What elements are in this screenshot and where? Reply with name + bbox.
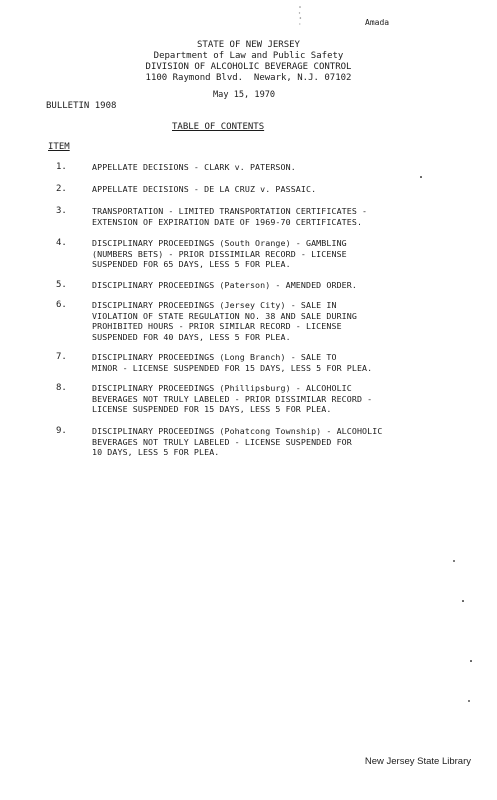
bulletin-date: May 15, 1970	[213, 90, 276, 100]
header-division: DIVISION OF ALCOHOLIC BEVERAGE CONTROL	[145, 62, 352, 72]
item-description: DISCIPLINARY PROCEEDINGS (Jersey City) - SALE IN VIOLATION OF STATE REGULATION NO. 38 AND SALE DURING PROHIBITED HOURS - PRIOR SIMILAR RECORD - LICENSE SUSPENDED FOR 40 DAYS, LESS 5 FOR PLEA.	[92, 300, 357, 342]
header-state: STATE OF NEW JERSEY	[197, 40, 300, 50]
toc-title: TABLE OF CONTENTS	[172, 122, 265, 132]
scan-speck	[453, 560, 455, 562]
scan-speck	[468, 700, 470, 702]
item-number: 1.	[56, 162, 67, 172]
bulletin-number: BULLETIN 1908	[46, 101, 117, 111]
item-number: 8.	[56, 383, 67, 393]
item-number: 4.	[56, 238, 67, 248]
item-number: 3.	[56, 206, 67, 216]
item-description: APPELLATE DECISIONS - DE LA CRUZ v. PASSAIC.	[92, 184, 317, 194]
item-description: TRANSPORTATION - LIMITED TRANSPORTATION CERTIFICATES - EXTENSION OF EXPIRATION DATE OF 1969-70 CERTIFICATES.	[92, 206, 368, 227]
item-heading: ITEM	[48, 142, 70, 152]
item-number: 5.	[56, 280, 67, 290]
item-number: 2.	[56, 184, 67, 194]
header-department: Department of Law and Public Safety	[153, 51, 344, 61]
item-description: DISCIPLINARY PROCEEDINGS (Phillipsburg) - ALCOHOLIC BEVERAGES NOT TRULY LABELED - PRIOR DISSIMILAR RECORD - LICENSE SUSPENDED FOR 15 DAYS, LESS 5 FOR PLEA.	[92, 383, 373, 415]
scan-speck	[420, 176, 422, 178]
item-number: 7.	[56, 352, 67, 362]
item-number: 9.	[56, 426, 67, 436]
header-address: 1100 Raymond Blvd. Newark, N.J. 07102	[145, 73, 352, 83]
corner-note: Amada	[365, 18, 390, 27]
item-description: APPELLATE DECISIONS - CLARK v. PATERSON.	[92, 162, 296, 172]
item-description: DISCIPLINARY PROCEEDINGS (Paterson) - AMENDED ORDER.	[92, 280, 357, 290]
item-description: DISCIPLINARY PROCEEDINGS (South Orange) - GAMBLING (NUMBERS BETS) - PRIOR DISSIMILAR RECORD - LICENSE SUSPENDED FOR 65 DAYS, LESS 5 FOR PLEA.	[92, 238, 347, 270]
item-description: DISCIPLINARY PROCEEDINGS (Pohatcong Township) - ALCOHOLIC BEVERAGES NOT TRULY LABELED - LICENSE SUSPENDED FOR 10 DAYS, LESS 5 FOR PLEA.	[92, 426, 383, 458]
scan-speck	[470, 660, 472, 662]
scan-speck	[462, 600, 464, 602]
library-stamp: New Jersey State Library	[364, 756, 471, 767]
item-description: DISCIPLINARY PROCEEDINGS (Long Branch) - SALE TO MINOR - LICENSE SUSPENDED FOR 15 DAYS, LESS 5 FOR PLEA.	[92, 352, 373, 373]
item-number: 6.	[56, 300, 67, 310]
scan-artifact-icon	[298, 4, 302, 30]
